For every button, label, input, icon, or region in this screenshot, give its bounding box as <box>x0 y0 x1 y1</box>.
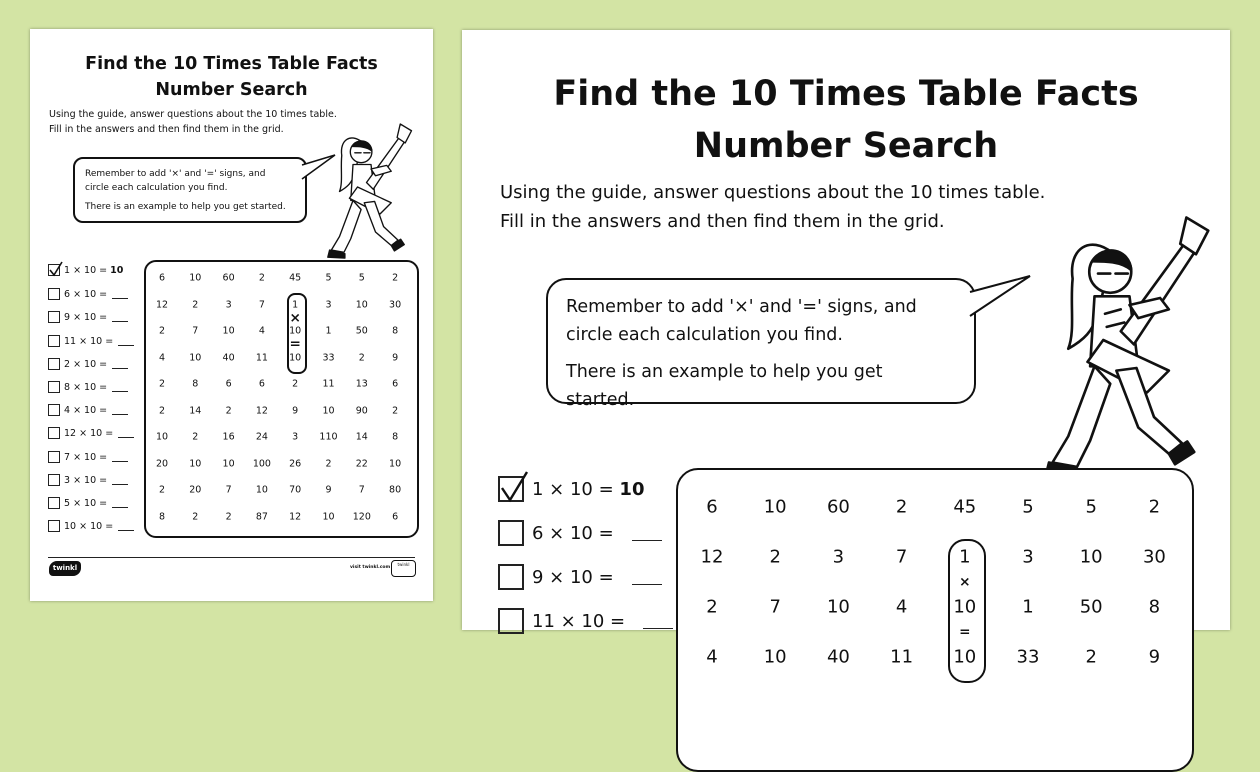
grid-cell[interactable]: 9 <box>325 484 332 496</box>
question-item <box>48 334 134 348</box>
page-title <box>462 68 1230 172</box>
bubble-line-3: There is an example to help you get started. <box>85 202 286 212</box>
grid-cell[interactable]: 2 <box>325 458 332 469</box>
grid-cell[interactable]: 2 <box>158 405 166 416</box>
check-mark-icon <box>500 470 530 504</box>
grid-cell[interactable]: 14 <box>355 431 368 443</box>
answer-checkbox[interactable] <box>48 358 60 370</box>
rock-guitarist-illustration <box>308 111 416 263</box>
bubble-line-1: Remember to add '×' and '=' signs, and <box>566 297 917 317</box>
equals-sign: = <box>959 624 971 640</box>
title-line-1: Find the 10 Times Table Facts <box>553 74 1139 114</box>
bubble-line-1: Remember to add '×' and '=' signs, and <box>85 169 266 179</box>
grid-cell[interactable]: 7 <box>258 299 265 310</box>
question-item <box>48 380 128 394</box>
grid-cell[interactable]: 120 <box>352 511 371 522</box>
question-text: 5 × 10 = <box>64 497 108 509</box>
check-mark-icon <box>49 261 63 277</box>
grid-cell[interactable]: 8 <box>392 431 399 443</box>
grid-cell[interactable]: 10 <box>1079 546 1103 568</box>
question-text: 11 × 10 = <box>532 610 626 632</box>
answer-checkbox[interactable] <box>48 288 60 300</box>
answer-blank[interactable] <box>112 383 128 392</box>
grid-cell[interactable]: 40 <box>222 352 235 363</box>
grid-cell[interactable]: 10 <box>155 431 169 443</box>
answer-blank[interactable] <box>118 337 134 346</box>
grid-cell[interactable]: 4 <box>258 325 265 337</box>
grid-cell[interactable]: 2 <box>192 299 199 310</box>
grid-cell[interactable]: 40 <box>826 646 850 668</box>
grid-cell[interactable]: 30 <box>1142 546 1166 568</box>
answer-blank[interactable] <box>118 522 134 531</box>
answer-checkbox[interactable] <box>48 474 60 486</box>
grid-cell[interactable]: 9 <box>392 352 399 363</box>
grid-cell[interactable]: 2 <box>292 378 299 390</box>
grid-cell[interactable]: 2 <box>192 431 199 443</box>
question-text: 7 × 10 = <box>64 451 108 463</box>
answer-blank[interactable] <box>112 290 128 299</box>
grid-cell[interactable]: 24 <box>255 431 268 443</box>
answer-checkbox[interactable] <box>48 451 60 463</box>
answer-checkbox[interactable] <box>48 520 60 532</box>
grid-cell[interactable]: 16 <box>222 431 235 443</box>
grid-cell[interactable]: 13 <box>355 378 368 390</box>
answer-blank[interactable] <box>112 453 128 462</box>
grid-cell[interactable]: 10 <box>763 646 787 668</box>
grid-cell[interactable]: 7 <box>225 484 232 496</box>
answer-checkbox[interactable] <box>498 476 524 502</box>
grid-cell[interactable]: 9 <box>292 405 299 416</box>
question-item <box>498 563 662 591</box>
question-text: 6 × 10 = <box>64 288 108 300</box>
grid-cell[interactable]: 12 <box>289 511 302 522</box>
grid-cell[interactable]: 2 <box>158 484 166 496</box>
question-item <box>48 426 134 440</box>
grid-cell[interactable]: 12 <box>155 299 169 310</box>
worksheet-thumbnail <box>30 29 433 601</box>
grid-cell[interactable]: 2 <box>258 272 265 284</box>
grid-cell[interactable]: 10 <box>189 272 202 284</box>
bubble-line-2: circle each calculation you find. <box>85 183 228 193</box>
question-text: 1 × 10 = <box>532 478 614 500</box>
grid-cell[interactable]: 33 <box>1016 646 1040 668</box>
question-text: 6 × 10 = <box>532 522 614 544</box>
speech-bubble <box>73 157 307 223</box>
grid-cell[interactable]: 7 <box>895 546 908 568</box>
answer-blank[interactable] <box>632 570 662 585</box>
grid-cell[interactable]: 6 <box>706 496 718 518</box>
grid-cell[interactable]: 6 <box>225 378 232 390</box>
question-item <box>48 496 128 510</box>
answer-blank[interactable] <box>112 406 128 415</box>
answer-checkbox[interactable] <box>48 381 60 393</box>
grid-cell[interactable]: 4 <box>158 352 166 363</box>
grid-cell[interactable]: 3 <box>225 299 232 310</box>
grid-cell[interactable]: 10 <box>389 458 402 469</box>
question-item <box>48 310 128 324</box>
grid-cell[interactable]: 2 <box>895 496 908 518</box>
question-item <box>498 607 673 635</box>
answer-checkbox[interactable] <box>48 404 60 416</box>
grid-cell[interactable]: 2 <box>1085 646 1097 668</box>
grid-cell[interactable]: 2 <box>392 405 399 416</box>
grid-cell[interactable]: 1 <box>292 299 299 310</box>
grid-cell[interactable]: 10 <box>289 325 302 337</box>
grid-cell[interactable]: 6 <box>392 378 399 390</box>
answer-checkbox[interactable] <box>48 497 60 509</box>
intro-line-2: Fill in the answers and then find them in the grid. <box>49 124 284 135</box>
answer-blank[interactable] <box>112 476 128 485</box>
bubble-line-3: There is an example to help you get started. <box>566 362 883 410</box>
grid-cell[interactable]: 60 <box>826 496 850 518</box>
grid-cell[interactable]: 20 <box>155 458 169 469</box>
grid-cell[interactable]: 7 <box>192 325 199 337</box>
grid-cell[interactable]: 8 <box>158 511 166 522</box>
times-sign: × <box>959 574 971 590</box>
grid-cell[interactable]: 3 <box>325 299 332 310</box>
grid-cell[interactable]: 11 <box>890 646 914 668</box>
grid-cell[interactable]: 6 <box>158 272 166 284</box>
intro-line-1: Using the guide, answer questions about the 10 times table. <box>49 109 337 120</box>
grid-cell[interactable]: 26 <box>289 458 302 469</box>
question-text: 9 × 10 = <box>64 311 108 323</box>
grid-cell[interactable]: 60 <box>222 272 235 284</box>
grid-cell[interactable]: 2 <box>706 596 718 618</box>
answer-checkbox[interactable] <box>498 520 524 546</box>
question-answer: 10 <box>110 264 124 276</box>
page-title <box>30 51 433 103</box>
example-answer-ring <box>948 539 986 683</box>
question-text: 2 × 10 = <box>64 358 108 370</box>
question-item <box>498 475 644 503</box>
intro-text <box>500 178 1045 236</box>
question-text: 10 × 10 = <box>64 520 114 532</box>
grid-cell[interactable]: 5 <box>1022 496 1034 518</box>
grid-cell[interactable]: 11 <box>255 352 268 363</box>
answer-checkbox[interactable] <box>48 264 60 276</box>
grid-cell[interactable]: 1 <box>959 546 971 568</box>
grid-cell[interactable]: 4 <box>895 596 908 618</box>
question-text: 3 × 10 = <box>64 474 108 486</box>
grid-cell[interactable]: 7 <box>358 484 365 496</box>
question-text: 12 × 10 = <box>64 427 114 439</box>
number-search-grid <box>676 468 1194 772</box>
grid-cell[interactable]: 110 <box>319 431 338 443</box>
question-item <box>48 519 134 533</box>
grid-cell[interactable]: 10 <box>322 511 335 522</box>
grid-cell[interactable]: 10 <box>255 484 268 496</box>
grid-cell[interactable]: 10 <box>289 352 302 363</box>
question-text: 8 × 10 = <box>64 381 108 393</box>
intro-line-2: Fill in the answers and then find them in the grid. <box>500 211 945 232</box>
question-item <box>48 357 128 371</box>
grid-cell[interactable]: 22 <box>355 458 368 469</box>
times-sign: × <box>289 309 301 326</box>
answer-blank[interactable] <box>643 614 673 629</box>
answer-blank[interactable] <box>632 526 662 541</box>
grid-cell[interactable]: 2 <box>225 511 232 522</box>
grid-cell[interactable]: 10 <box>953 646 977 668</box>
grid-cell[interactable]: 5 <box>1085 496 1097 518</box>
grid-cell[interactable]: 11 <box>322 378 335 390</box>
answer-checkbox[interactable] <box>498 564 524 590</box>
grid-cell[interactable]: 6 <box>258 378 265 390</box>
twinkl-badge: twinkl <box>391 560 416 577</box>
grid-cell[interactable]: 2 <box>192 511 199 522</box>
grid-cell[interactable]: 90 <box>355 405 368 416</box>
grid-cell[interactable]: 2 <box>392 272 399 284</box>
intro-line-1: Using the guide, answer questions about the 10 times table. <box>500 182 1046 203</box>
grid-cell[interactable]: 7 <box>769 596 781 618</box>
speech-bubble <box>546 278 976 410</box>
grid-cell[interactable]: 14 <box>189 405 202 416</box>
equals-sign: = <box>289 336 301 353</box>
footer-visit-text: visit twinkl.com <box>350 565 391 570</box>
grid-cell[interactable]: 10 <box>222 325 235 337</box>
grid-cell[interactable]: 50 <box>355 325 368 337</box>
answer-blank[interactable] <box>112 360 128 369</box>
question-item <box>48 450 128 464</box>
grid-cell[interactable]: 2 <box>358 352 365 363</box>
grid-cell[interactable]: 10 <box>355 299 368 310</box>
grid-cell[interactable]: 1 <box>325 325 332 337</box>
grid-cell[interactable]: 87 <box>255 511 268 522</box>
question-item <box>48 403 128 417</box>
grid-cell[interactable]: 45 <box>289 272 302 284</box>
worksheet-zoomed <box>462 30 1230 668</box>
question-answer: 10 <box>619 478 645 500</box>
grid-cell[interactable]: 100 <box>252 458 271 469</box>
grid-cell[interactable]: 8 <box>192 378 199 390</box>
example-answer-ring <box>287 293 307 374</box>
grid-cell[interactable]: 12 <box>700 546 724 568</box>
answer-blank[interactable] <box>112 313 128 322</box>
question-text: 11 × 10 = <box>64 335 114 347</box>
grid-cell[interactable]: 5 <box>358 272 365 284</box>
question-text: 1 × 10 = <box>64 264 108 276</box>
twinkl-logo: twinkl <box>49 561 81 576</box>
grid-cell[interactable]: 5 <box>325 272 332 284</box>
intro-text <box>49 107 337 137</box>
grid-cell[interactable]: 9 <box>1148 646 1161 668</box>
title-line-1: Find the 10 Times Table Facts <box>85 54 378 74</box>
answer-blank[interactable] <box>118 429 134 438</box>
question-item <box>498 519 662 547</box>
grid-cell[interactable]: 8 <box>1148 596 1161 618</box>
question-text: 4 × 10 = <box>64 404 108 416</box>
grid-cell[interactable]: 6 <box>392 511 399 522</box>
grid-cell[interactable]: 3 <box>292 431 299 443</box>
grid-cell[interactable]: 70 <box>289 484 302 496</box>
answer-checkbox[interactable] <box>48 335 60 347</box>
grid-cell[interactable]: 10 <box>953 596 977 618</box>
footer-divider <box>48 557 415 558</box>
grid-cell[interactable]: 50 <box>1079 596 1103 618</box>
question-item <box>48 287 128 301</box>
grid-cell[interactable]: 33 <box>322 352 335 363</box>
grid-cell[interactable]: 10 <box>763 496 787 518</box>
grid-cell[interactable]: 10 <box>322 405 335 416</box>
grid-cell[interactable]: 8 <box>392 325 399 337</box>
grid-cell[interactable]: 2 <box>158 378 166 390</box>
grid-cell[interactable]: 10 <box>189 458 202 469</box>
question-item <box>48 263 123 277</box>
answer-checkbox[interactable] <box>48 311 60 323</box>
grid-cell[interactable]: 2 <box>158 325 166 337</box>
question-item <box>48 473 128 487</box>
grid-cell[interactable]: 3 <box>832 546 845 568</box>
grid-cell[interactable]: 2 <box>769 546 781 568</box>
title-line-2: Number Search <box>693 126 999 166</box>
title-line-2: Number Search <box>155 80 308 100</box>
grid-cell[interactable]: 10 <box>826 596 850 618</box>
grid-cell[interactable]: 30 <box>389 299 402 310</box>
grid-cell[interactable]: 3 <box>1022 546 1034 568</box>
number-search-grid <box>144 260 419 538</box>
grid-cell[interactable]: 12 <box>255 405 268 416</box>
answer-checkbox[interactable] <box>48 427 60 439</box>
grid-cell[interactable]: 20 <box>189 484 202 496</box>
grid-cell[interactable]: 2 <box>225 405 232 416</box>
bubble-line-2: circle each calculation you find. <box>566 325 843 345</box>
rock-guitarist-illustration <box>1007 190 1217 490</box>
grid-cell[interactable]: 1 <box>1022 596 1034 618</box>
grid-cell[interactable]: 10 <box>222 458 235 469</box>
answer-blank[interactable] <box>112 499 128 508</box>
grid-cell[interactable]: 10 <box>189 352 202 363</box>
grid-cell[interactable]: 80 <box>389 484 402 496</box>
answer-checkbox[interactable] <box>498 608 524 634</box>
question-text: 9 × 10 = <box>532 566 614 588</box>
grid-cell[interactable]: 2 <box>1148 496 1161 518</box>
grid-cell[interactable]: 45 <box>953 496 977 518</box>
grid-cell[interactable]: 4 <box>706 646 718 668</box>
